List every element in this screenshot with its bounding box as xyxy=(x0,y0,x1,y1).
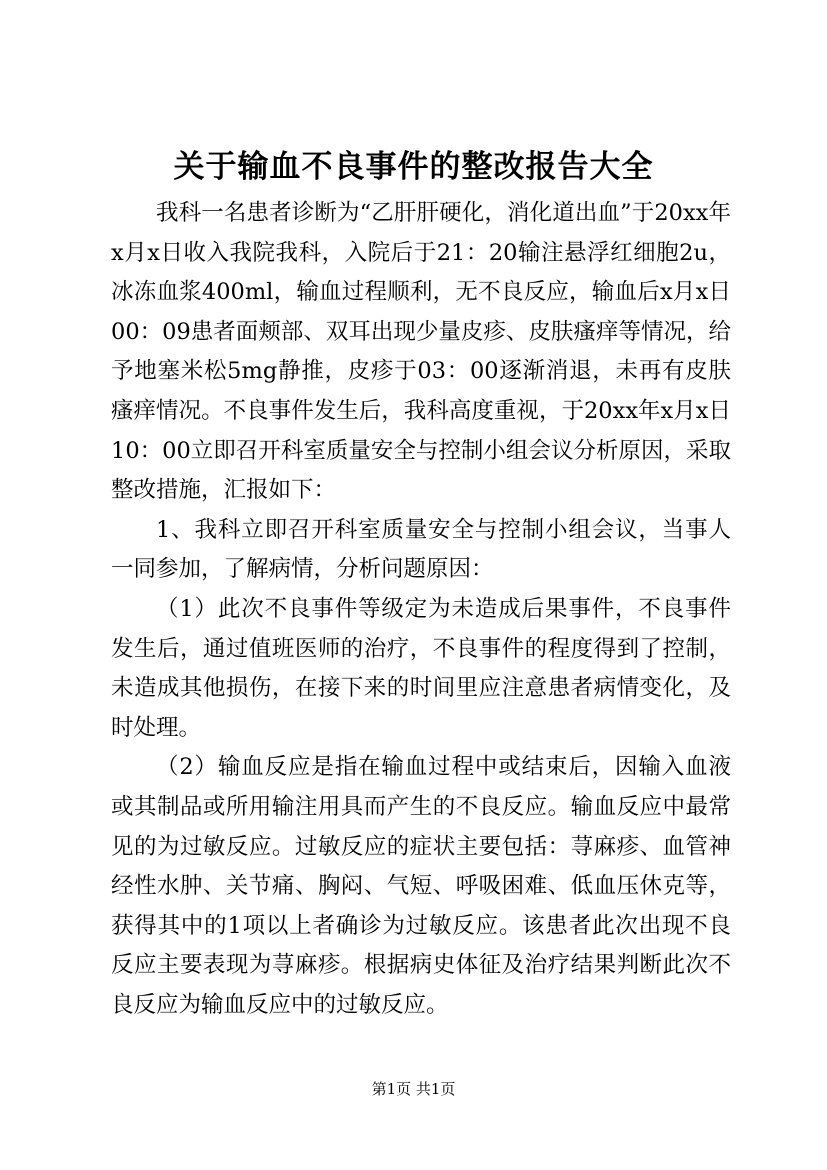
paragraph-intro: 我科一名患者诊断为“乙肝肝硬化，消化道出血”于20xx年x月x日收入我院我科，入院后于21：20输注悬浮红细胞2u，冰冻血浆400ml，输血过程顺利，无不良反应，输血后x月x日00：09患者面颊部、双耳出现少量皮疹、皮肤瘙痒等情况，给予地塞米松5mg静推，皮疹于03：00逐渐消退，未再有皮肤瘙痒情况。不良事件发生后，我科高度重视，于20xx年x月x日10：00立即召开科室质量安全与控制小组会议分析原因，采取整改措施，汇报如下： xyxy=(111,200,731,504)
paragraph-item-1: 1、我科立即召开科室质量安全与控制小组会议，当事人一同参加，了解病情，分析问题原因： xyxy=(111,516,731,583)
document-body xyxy=(111,194,731,1025)
paragraph-subitem-2: （2）输血反应是指在输血过程中或结束后，因输入血液或其制品或所用输注用具而产生的不良反应。输血反应中最常见的为过敏反应。过敏反应的症状主要包括：荨麻疹、血管神经性水肿、关节痛、胸闷、气短、呼吸困难、低血压休克等，获得其中的1项以上者确诊为过敏反应。该患者此次出现不良反应主要表现为荨麻疹。根据病史体征及治疗结果判断此次不良反应为输血反应中的过敏反应。 xyxy=(111,754,731,1018)
page-footer: 第1页 共1页 xyxy=(371,1080,456,1098)
document-title: 关于输血不良事件的整改报告大全 xyxy=(173,149,654,185)
paragraph-subitem-1: （1）此次不良事件等级定为未造成后果事件，不良事件发生后，通过值班医师的治疗，不良事件的程度得到了控制，未造成其他损伤，在接下来的时间里应注意患者病情变化，及时处理。 xyxy=(111,595,731,741)
